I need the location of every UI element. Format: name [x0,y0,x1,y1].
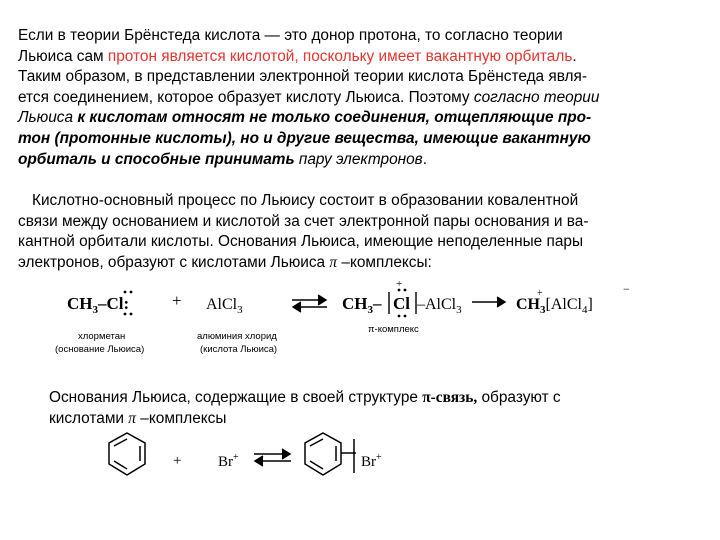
text-line: орбиталь и способные принимать пару электронов. [18,150,427,168]
text-line: тон (протонные кислоты), но и другие вещества, имеющие вакантную [18,129,591,147]
text-line: электронов, образуют с кислотами Льюиса π –комплексы: [18,253,432,271]
svg-text:+: + [396,278,403,290]
aluminium-chloride-formula: AlCl$_3$ [206,296,243,316]
paragraph-pi-bond-bases [49,388,709,429]
label-chloromethane: хлорметан [78,331,126,342]
svg-text:Cl: Cl [393,294,410,313]
svg-text:CH3–Cl:: $CH_3-Cl$: [67,294,130,316]
bromonium-ion-in-complex: Br+ [361,452,382,470]
plus-sign: + [172,291,182,310]
svg-text:–AlCl3: –AlCl$_3$ [417,296,462,316]
label-pi-complex: π-комплекс [368,324,419,335]
text-line: связи между основанием и кислотой за счет электронной пары основания и ва- [18,212,589,230]
plus-sign: + [173,453,182,469]
benzene-ring [109,433,145,475]
svg-text:−: − [623,282,630,296]
bromonium-ion: Br+ [218,452,239,470]
equilibrium-arrow [292,295,327,312]
text-line: Основания Льюиса, содержащие в своей структуре π-связь, образуют с [49,389,561,406]
highlighted-statement: протон является кислотой, поскольку имеет вакантную орбиталь [107,47,573,65]
label-lewis-base: (основание Льюиса) [55,344,145,355]
svg-text:CH3[AlCl4]: $CH_3[AlCl_4]$ [516,296,593,316]
pi-complex-formula [342,278,462,317]
svg-text:CH3–: $CH_3-$ [342,294,382,316]
benzene-pi-complex [305,433,356,475]
text-line: ется соединением, которое образует кислоту Льюиса. Поэтому согласно теории [18,88,600,106]
text-line: Таким образом, в представлении электронной теории кислота Брёнстеда явля- [18,68,587,86]
svg-text:+: + [537,288,543,299]
label-lewis-acid: (кислота Льюиса) [200,344,278,355]
ion-pair-product-formula [516,282,630,316]
text-line: кислотами π –комплексы [49,409,227,427]
text-line: Льюиса к кислотам относят не только соединения, отщепляющие про- [18,109,592,127]
forward-arrow [472,297,505,307]
label-aluminium-chloride: алюминия хлорид [197,331,277,342]
text-line: Льюиса сам протон является кислотой, поскольку имеет вакантную орбиталь. [18,47,577,65]
chloromethane-formula [67,291,132,316]
scheme-captions [55,324,419,355]
text-line: Кислотно-основный процесс по Льюису состоит в образовании ковалентной [32,192,579,209]
equilibrium-arrow [254,449,291,466]
text-line: Если в теории Брёнстеда кислота — это донор протона, то согласно теории [18,27,563,44]
text-line: кантной орбитали кислоты. Основания Льюиса, имеющие неподеленные пары [18,233,584,251]
